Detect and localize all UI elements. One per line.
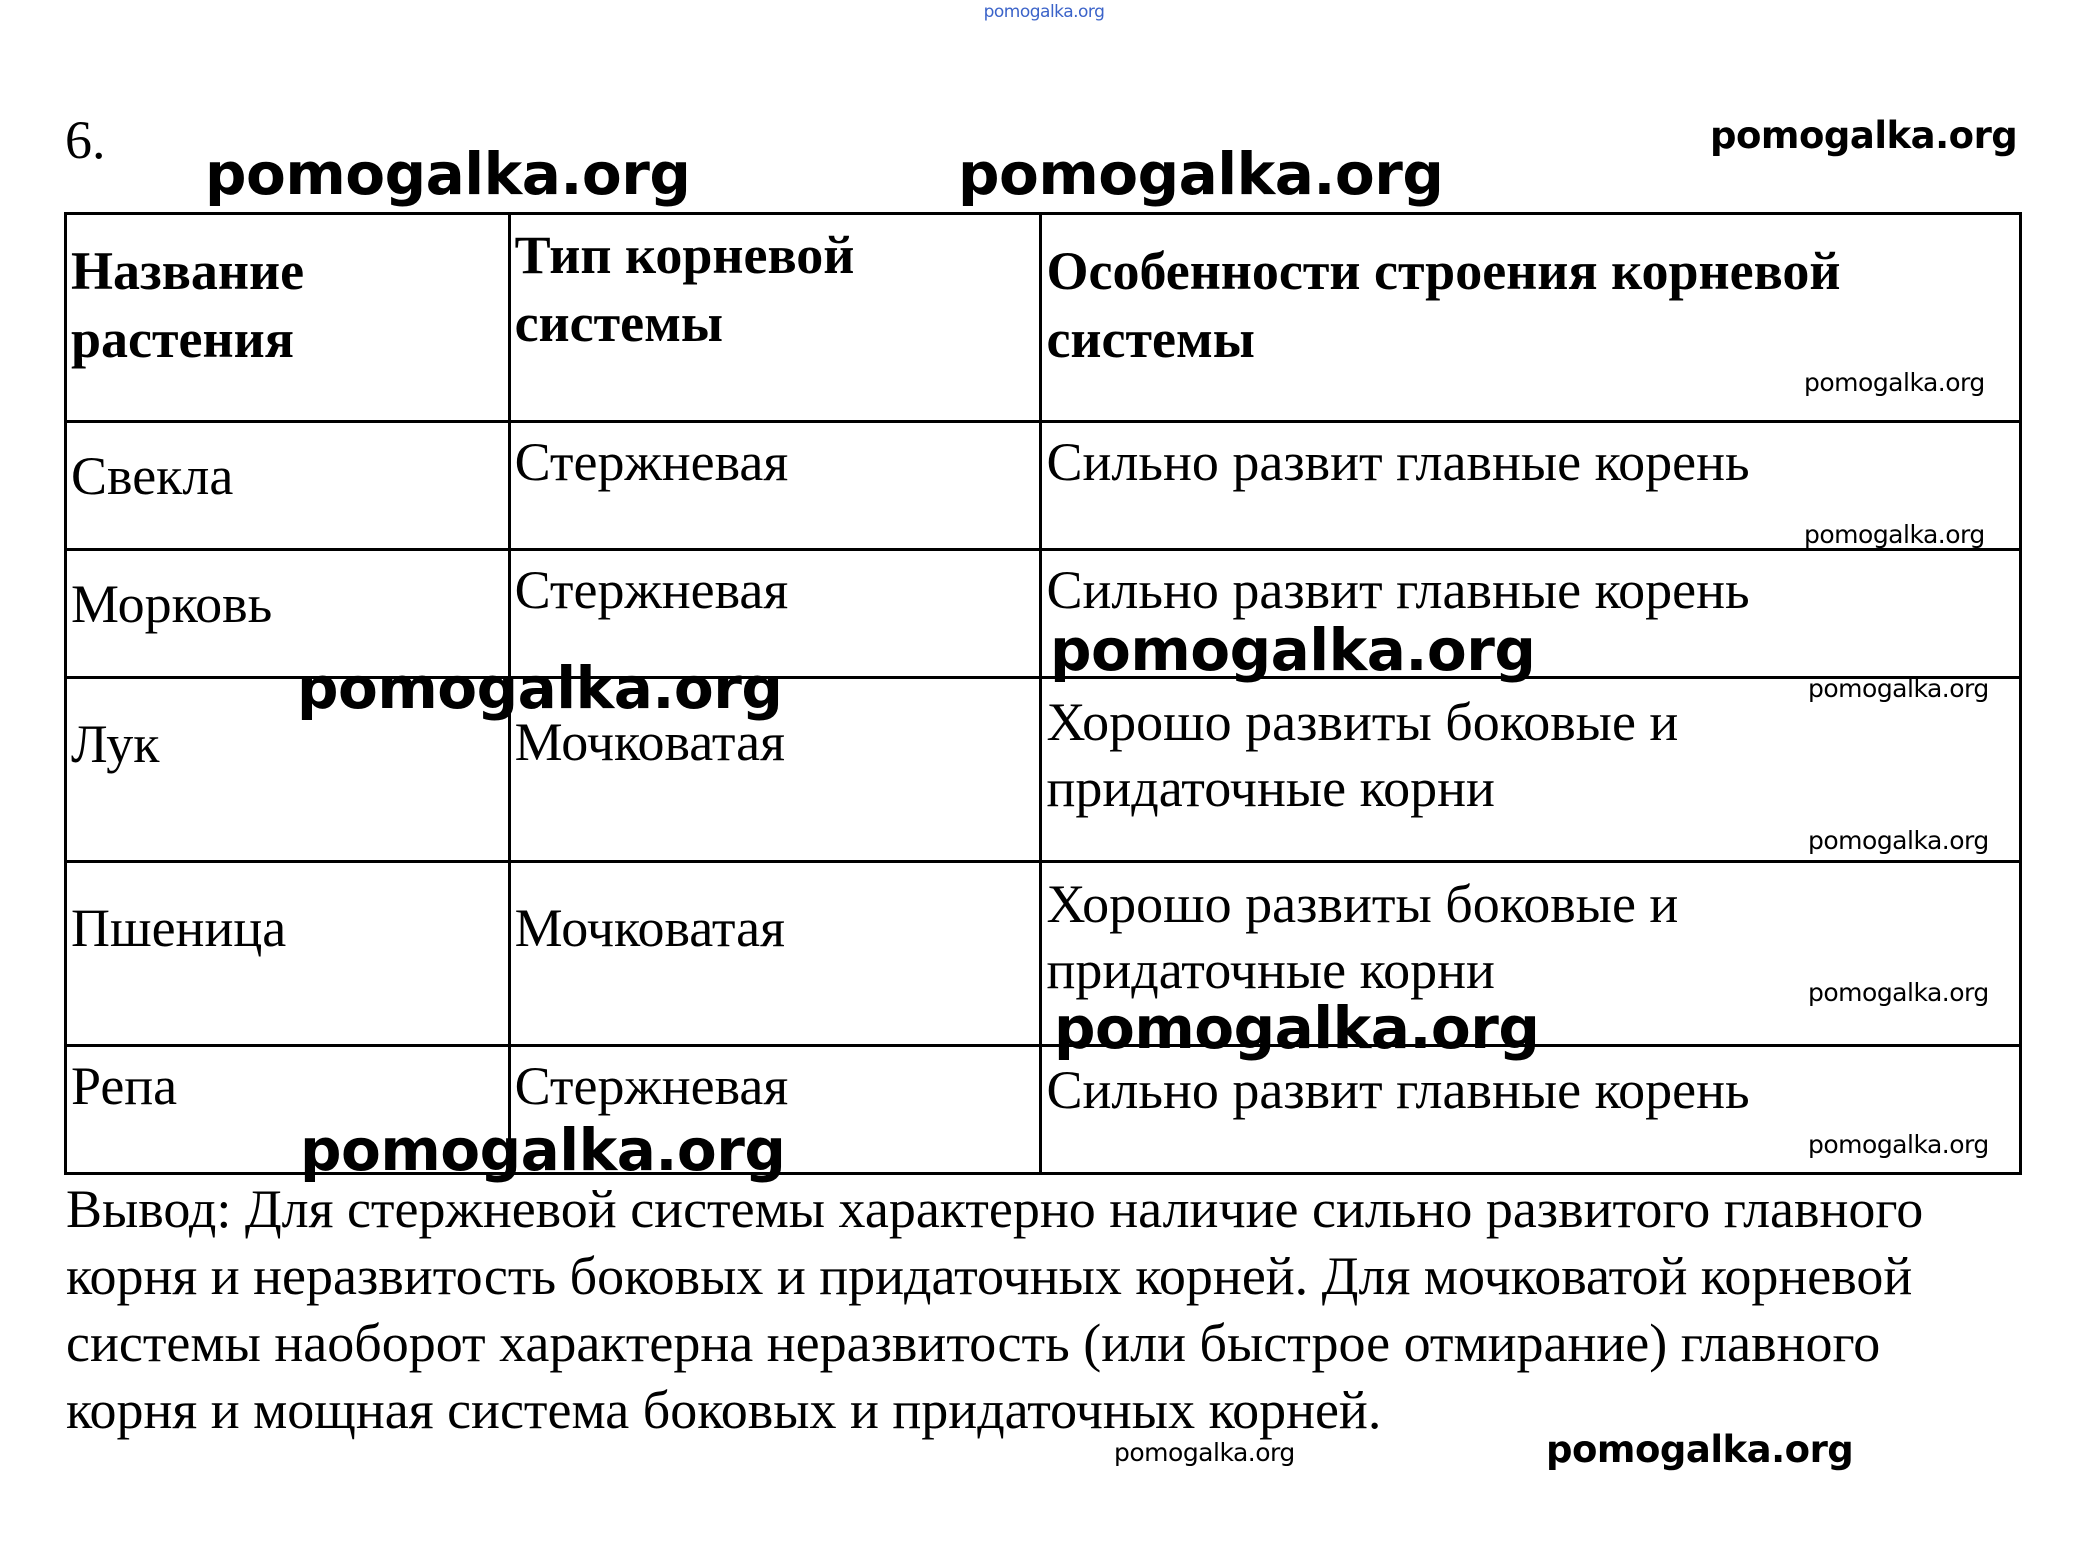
- watermark: pomogalka.org: [1710, 114, 2018, 157]
- watermark: pomogalka.org: [1546, 1428, 1854, 1471]
- cell-root-type: Мочковатая: [509, 678, 1041, 862]
- cell-root-type: Мочковатая: [509, 862, 1041, 1046]
- watermark: pomogalka.org: [205, 140, 691, 208]
- table-row: [66, 862, 2021, 1046]
- table-row: [66, 422, 2021, 550]
- watermark: pomogalka.org: [300, 1116, 786, 1184]
- conclusion-text: Вывод: Для стержневой системы характерно наличие сильно развитого главного корня и неразвитость боковых и придаточных корней. Для мочковатой корневой системы наоборот характерна неразвитость (или быстрое отмирание) главного корня и мощная система боковых и придаточных корней.: [66, 1179, 1924, 1440]
- cell-root-features: Сильно развит главные корень: [1041, 550, 2021, 678]
- watermark: pomogalka.org: [1808, 978, 1989, 1007]
- watermark: pomogalka.org: [1804, 520, 1985, 549]
- watermark: pomogalka.org: [1808, 1130, 1989, 1159]
- cell-root-type: Стержневая: [509, 550, 1041, 678]
- cell-plant-name: Морковь: [66, 550, 510, 678]
- cell-root-features: Хорошо развиты боковые и придаточные корни: [1041, 862, 2021, 1046]
- cell-root-features: Хорошо развиты боковые и придаточные корни: [1041, 678, 2021, 862]
- column-header-plant-name: Название растения: [66, 214, 510, 422]
- watermark: pomogalka.org: [1050, 616, 1536, 684]
- column-header-root-type: Тип корневой системы: [509, 214, 1041, 422]
- cell-root-type: Стержневая: [509, 1046, 1041, 1174]
- watermark: pomogalka.org: [958, 140, 1444, 208]
- cell-root-features: Сильно развит главные корень: [1041, 422, 2021, 550]
- watermark: pomogalka.org: [1808, 826, 1989, 855]
- watermark: pomogalka.org: [1808, 674, 1989, 703]
- top-site-link[interactable]: pomogalka.org: [983, 2, 1105, 22]
- cell-root-type: Стержневая: [509, 422, 1041, 550]
- cell-plant-name: Репа: [66, 1046, 510, 1174]
- column-header-root-features: Особенности строения корневой системы: [1041, 214, 2021, 422]
- cell-plant-name: Пшеница: [66, 862, 510, 1046]
- table-header-row: [66, 214, 2021, 422]
- task-number: 6.: [65, 110, 106, 170]
- watermark: pomogalka.org: [1114, 1438, 1295, 1467]
- watermark: pomogalka.org: [1804, 368, 1985, 397]
- cell-root-features: Сильно развит главные корень: [1041, 1046, 2021, 1174]
- watermark: pomogalka.org: [1054, 994, 1540, 1062]
- watermark: pomogalka.org: [297, 654, 783, 722]
- cell-plant-name: Лук: [66, 678, 510, 862]
- cell-plant-name: Свекла: [66, 422, 510, 550]
